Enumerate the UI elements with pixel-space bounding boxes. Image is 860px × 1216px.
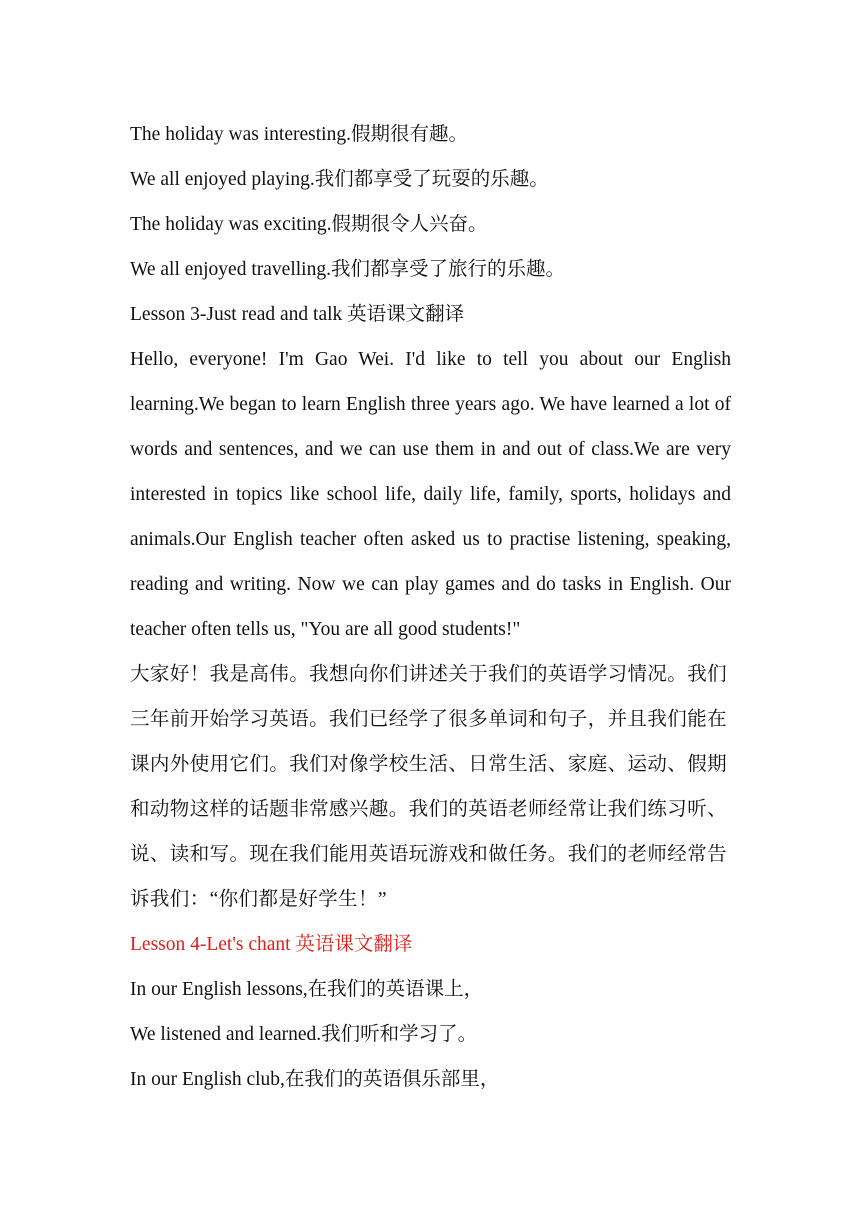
text-line: We all enjoyed travelling.我们都享受了旅行的乐趣。 <box>130 259 565 280</box>
lesson3-chinese-paragraph: 大家好！我是高伟。我想向你们讲述关于我们的英语学习情况。我们三年前开始学习英语。我们已经学了很多单词和句子，并且我们能在课内外使用它们。我们对像学校生活、日常生活、家庭、运动、假期和动物这样的话题非常感兴趣。我们的英语老师经常让我们练习听、说、读和写。现在我们能用英语玩游戏和做任务。我们的老师经常告诉我们：“你们都是好学生！” <box>130 664 728 910</box>
lesson3-english-paragraph: Hello, everyone! I'm Gao Wei. I'd like to tell you about our English learning.We began to learn English three years ago. We have learned a lot of words and sentences, and we can use them in and out of class.We are very interested in topics like school life, daily life, family, sports, holidays and animals.Our English teacher often asked us to practise listening, speaking, reading and writing. Now we can play games and do tasks in English. Our teacher often tells us, "You are all good students!" <box>130 349 731 640</box>
text-line: In our English club,在我们的英语俱乐部里， <box>130 1069 500 1090</box>
text-line: We all enjoyed playing.我们都享受了玩耍的乐趣。 <box>130 169 549 190</box>
text-line: We listened and learned.我们听和学习了。 <box>130 1024 478 1045</box>
text-line: The holiday was exciting.假期很令人兴奋。 <box>130 214 488 235</box>
lesson3-heading: Lesson 3-Just read and talk 英语课文翻译 <box>130 304 465 325</box>
document-body <box>130 112 731 1102</box>
text-line: In our English lessons,在我们的英语课上， <box>130 979 484 1000</box>
lesson4-heading: Lesson 4-Let's chant 英语课文翻译 <box>130 934 413 955</box>
text-line: The holiday was interesting.假期很有趣。 <box>130 124 468 145</box>
